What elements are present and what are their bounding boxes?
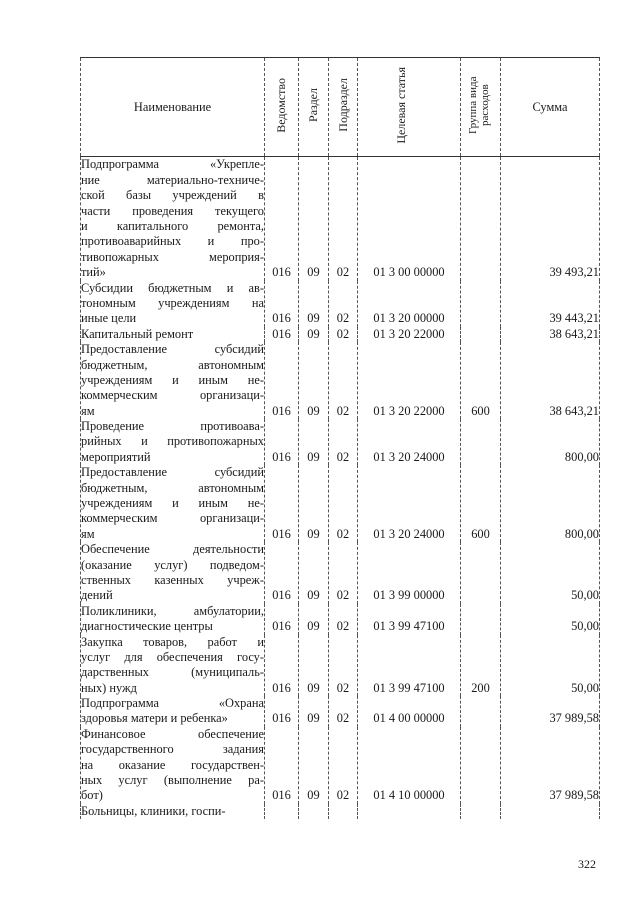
row-name-line: и капитального ремонта, <box>81 218 264 233</box>
row-name-line: учреждениям и иным не- <box>81 372 264 387</box>
row-group <box>461 327 501 342</box>
header-name: Наименование <box>81 58 265 157</box>
row-dept: 016 <box>265 342 299 419</box>
row-sum: 39 493,21 <box>501 157 600 281</box>
header-target: Целевая статья <box>358 58 461 157</box>
row-group <box>461 604 501 635</box>
row-dept: 016 <box>265 635 299 697</box>
row-name-line: коммерческим организаци- <box>81 388 264 403</box>
row-target: 01 3 99 00000 <box>358 542 461 604</box>
row-name-line: бот) <box>81 788 103 803</box>
row-section: 09 <box>299 635 329 697</box>
row-dept: 016 <box>265 727 299 804</box>
header-dept: Ведомство <box>265 58 299 157</box>
row-group <box>461 727 501 804</box>
header-subsection: Подраздел <box>329 58 358 157</box>
row-group: 600 <box>461 465 501 542</box>
row-section: 09 <box>299 281 329 327</box>
row-dept: 016 <box>265 327 299 342</box>
row-subsection: 02 <box>329 542 358 604</box>
row-group <box>461 157 501 281</box>
row-target: 01 4 10 00000 <box>358 727 461 804</box>
page-number: 322 <box>578 857 596 871</box>
row-sum: 50,00 <box>501 635 600 697</box>
row-name <box>81 327 265 342</box>
row-name <box>81 696 265 727</box>
row-sum: 800,00 <box>501 465 600 542</box>
table-row <box>81 635 600 697</box>
row-subsection: 02 <box>329 465 358 542</box>
row-section: 09 <box>299 465 329 542</box>
row-name <box>81 604 265 635</box>
row-subsection: 02 <box>329 281 358 327</box>
row-target: 01 3 00 00000 <box>358 157 461 281</box>
table-row <box>81 804 600 819</box>
row-name-line: тономным учреждениям на <box>81 295 264 310</box>
row-name-line: коммерческим организаци- <box>81 511 264 526</box>
row-subsection: 02 <box>329 604 358 635</box>
row-group: 200 <box>461 635 501 697</box>
row-name-line: Больницы, клиники, госпи- <box>81 803 226 818</box>
row-sum: 37 989,58 <box>501 727 600 804</box>
table-body <box>81 157 600 819</box>
row-name-line: Закупка товаров, работ и <box>81 634 264 649</box>
row-name-line: на оказание государствен- <box>81 757 264 772</box>
row-name-line: иные цели <box>81 311 137 326</box>
row-name-line: Подпрограмма «Укрепле- <box>81 157 264 172</box>
row-name-line: Капитальный ремонт <box>81 326 194 341</box>
row-subsection: 02 <box>329 696 358 727</box>
row-subsection: 02 <box>329 327 358 342</box>
row-group <box>461 696 501 727</box>
row-dept <box>265 804 299 819</box>
row-name-line: учреждениям и иным не- <box>81 496 264 511</box>
row-target: 01 3 20 22000 <box>358 327 461 342</box>
table-row <box>81 604 600 635</box>
row-subsection: 02 <box>329 419 358 465</box>
row-name <box>81 157 265 281</box>
row-name-line: ской базы учреждений в <box>81 188 264 203</box>
row-dept: 016 <box>265 696 299 727</box>
table-row <box>81 542 600 604</box>
row-sum: 38 643,21 <box>501 327 600 342</box>
row-name <box>81 281 265 327</box>
row-subsection <box>329 804 358 819</box>
table-row <box>81 419 600 465</box>
row-section: 09 <box>299 604 329 635</box>
row-name-line: части проведения текущего <box>81 203 264 218</box>
row-name-line: тий» <box>81 265 106 280</box>
header-group: Группа вида расходов <box>461 58 501 157</box>
row-section: 09 <box>299 696 329 727</box>
row-subsection: 02 <box>329 157 358 281</box>
table-row <box>81 157 600 281</box>
row-dept: 016 <box>265 604 299 635</box>
row-subsection: 02 <box>329 635 358 697</box>
table-header-row <box>81 58 600 157</box>
row-section <box>299 804 329 819</box>
row-name-line: Обеспечение деятельности <box>81 542 264 557</box>
row-name-line: Финансовое обеспечение <box>81 726 264 741</box>
row-section: 09 <box>299 157 329 281</box>
row-name <box>81 635 265 697</box>
table-row <box>81 342 600 419</box>
row-name-line: дений <box>81 588 113 603</box>
row-name-line: государственного задания <box>81 742 264 757</box>
header-section: Раздел <box>299 58 329 157</box>
row-target: 01 3 99 47100 <box>358 635 461 697</box>
row-name-line: бюджетным, автономным <box>81 357 264 372</box>
row-name-line: ственных казенных учреж- <box>81 572 264 587</box>
row-dept: 016 <box>265 281 299 327</box>
row-target: 01 3 20 22000 <box>358 342 461 419</box>
row-name-line: Проведение противоава- <box>81 419 264 434</box>
row-name <box>81 419 265 465</box>
row-name-line: бюджетным, автономным <box>81 480 264 495</box>
row-group <box>461 542 501 604</box>
row-name-line: Субсидии бюджетным и ав- <box>81 280 264 295</box>
row-name-line: диагностические центры <box>81 619 213 634</box>
row-target <box>358 804 461 819</box>
row-target: 01 3 20 24000 <box>358 465 461 542</box>
row-group: 600 <box>461 342 501 419</box>
table-row <box>81 281 600 327</box>
row-target: 01 3 20 00000 <box>358 281 461 327</box>
row-group <box>461 281 501 327</box>
row-name <box>81 342 265 419</box>
row-name-line: Предоставление субсидий <box>81 342 264 357</box>
row-section: 09 <box>299 542 329 604</box>
row-name-line: ных услуг (выполнение ра- <box>81 773 264 788</box>
row-name-line: Предоставление субсидий <box>81 465 264 480</box>
header-sum: Сумма <box>501 58 600 157</box>
table-row <box>81 727 600 804</box>
row-name-line: ных) нужд <box>81 680 137 695</box>
row-section: 09 <box>299 419 329 465</box>
row-group <box>461 804 501 819</box>
row-name-line: Поликлиники, амбулатории, <box>81 603 264 618</box>
row-name-line: тивопожарных мероприя- <box>81 249 264 264</box>
row-target: 01 4 00 00000 <box>358 696 461 727</box>
row-name <box>81 727 265 804</box>
table-row <box>81 465 600 542</box>
row-name <box>81 542 265 604</box>
row-name-line: дарственных (муниципаль- <box>81 665 264 680</box>
row-group <box>461 419 501 465</box>
row-name-line: рийных и противопожарных <box>81 434 264 449</box>
row-sum: 39 443,21 <box>501 281 600 327</box>
row-name-line: (оказание услуг) подведом- <box>81 557 264 572</box>
row-target: 01 3 20 24000 <box>358 419 461 465</box>
row-sum: 38 643,21 <box>501 342 600 419</box>
row-name-line: Подпрограмма «Охрана <box>81 696 264 711</box>
table-row <box>81 327 600 342</box>
row-sum: 50,00 <box>501 604 600 635</box>
table-row <box>81 696 600 727</box>
row-name <box>81 465 265 542</box>
row-name-line: здоровья матери и ребенка» <box>81 711 228 726</box>
row-subsection: 02 <box>329 727 358 804</box>
row-name-line: противоаварийных и про- <box>81 234 264 249</box>
row-name-line: ние материально-техниче- <box>81 172 264 187</box>
row-dept: 016 <box>265 157 299 281</box>
row-sum: 800,00 <box>501 419 600 465</box>
row-dept: 016 <box>265 542 299 604</box>
row-dept: 016 <box>265 419 299 465</box>
row-name-line: ям <box>81 403 95 418</box>
row-name-line: услуг для обеспечения госу- <box>81 649 264 664</box>
row-section: 09 <box>299 342 329 419</box>
row-target: 01 3 99 47100 <box>358 604 461 635</box>
budget-table <box>80 57 600 819</box>
row-name-line: ям <box>81 526 95 541</box>
row-sum: 50,00 <box>501 542 600 604</box>
row-sum: 37 989,58 <box>501 696 600 727</box>
row-name-line: мероприятий <box>81 449 151 464</box>
row-section: 09 <box>299 727 329 804</box>
row-dept: 016 <box>265 465 299 542</box>
row-sum <box>501 804 600 819</box>
row-name <box>81 804 265 819</box>
row-subsection: 02 <box>329 342 358 419</box>
row-section: 09 <box>299 327 329 342</box>
